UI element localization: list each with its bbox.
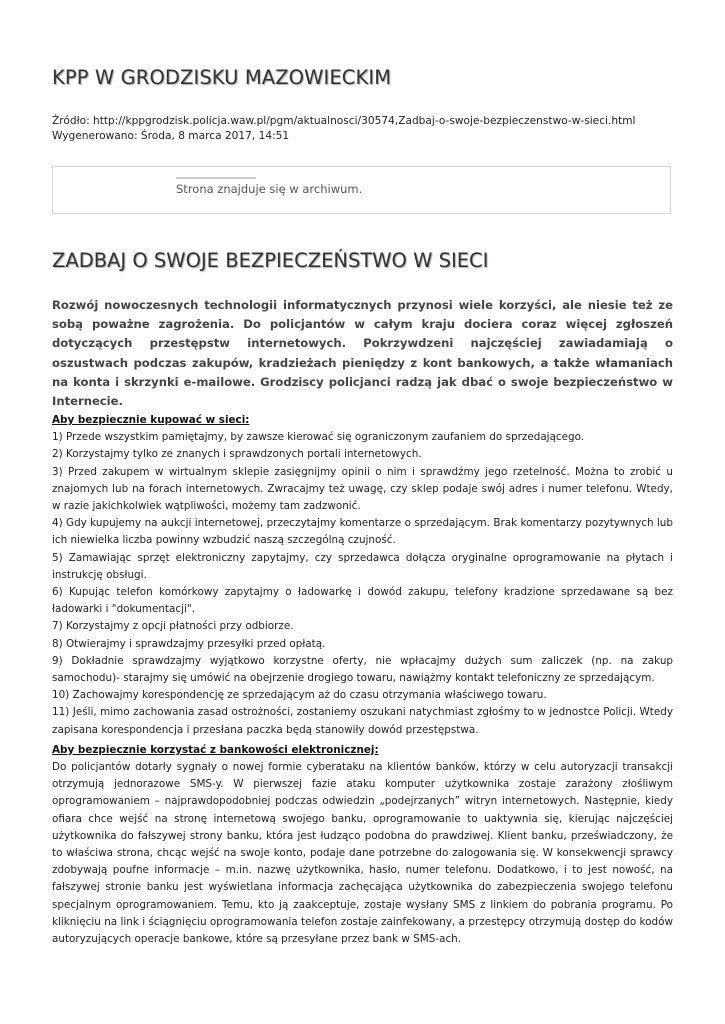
document-meta (52, 114, 692, 144)
list-item: 8) Otwierajmy i sprawdzajmy przesyłki przed opłatą. (52, 637, 326, 650)
list-item: 7) Korzystajmy z opcji płatności przy odbiorze. (52, 620, 294, 633)
list-item: 6) Kupując telefon komórkowy zapytajmy o ładowarkę i dowód zakupu, telefony kradzione sprzedawane są bez ładowarki i "dokumentacji". (52, 586, 673, 616)
article-lead: Rozwój nowoczesnych technologii informatycznych przynosi wiele korzyści, ale niesie też ze sobą poważne zagrożenia. Do policjantów w całym kraju dociera coraz więcej zgłoszeń dotyczących przestępstw internetowych. Pokrzywdzeni najczęściej zawiadamiają o oszustwach podczas zakupów, kradzieżach pieniędzy z kont bankowych, a także włamaniach na konta i skrzynki e-mailowe. Grodziscy policjanci radzą jak dbać o swoje bezpieczeństwo w Internecie. (52, 298, 673, 409)
section-heading-shopping: Aby bezpiecznie kupować w sieci: (52, 414, 250, 426)
article-content (52, 412, 673, 948)
list-item: 3) Przed zakupem w wirtualnym sklepie zasięgnijmy opinii o nim i sprawdźmy jego rzetelność. Można to zrobić u znajomych lub na forach internetowych. Zwracajmy też uwagę, czy sklep podaje swój adres i numer telefonu. Wtedy, w razie jakichkolwiek wątpliwości, możemy tam zadzwonić. (52, 465, 673, 513)
archive-notice-box (52, 166, 671, 214)
list-item: 9) Dokładnie sprawdzajmy wyjątkowo korzystne oferty, nie wpłacajmy dużych sum zaliczek (np. na zakup samochodu)- starajmy się umówić na obejrzenie drogiego towaru, nawiążmy kontakt telefoniczny ze sprzedającym. (52, 654, 673, 685)
section-heading-banking: Aby bezpiecznie korzystać z bankowości elektronicznej: (52, 743, 379, 756)
list-item: 11) Jeśli, mimo zachowania zasad ostrożności, zostaniemy oszukani natychmiast zgłośmy to w jednostce Policji. Wtedy zapisana korespondencja i przesłana paczka będą stanowiły dowód przestępstwa. (52, 706, 673, 736)
source-line: Źródło: http://kppgrodzisk.policja.waw.pl/pgm/aktualnosci/30574,Zadbaj-o-swoje-bezpieczenstwo-w-sieci.html (52, 115, 636, 127)
list-item: 1) Przede wszystkim pamiętajmy, by zawsze kierować się ograniczonym zaufaniem do sprzedającego. (52, 431, 585, 444)
article-title: ZADBAJ O SWOJE BEZPIECZEŃSTWO W SIECI (52, 249, 489, 272)
generated-line: Wygenerowano: Środa, 8 marca 2017, 14:51 (52, 130, 290, 142)
banking-paragraph: Do policjantów dotarły sygnały o nowej formie cyberataku na klientów banków, którzy w celu autoryzacji transakcji otrzymują jednorazowe SMS-y. W pierwszej fazie ataku komputer użytkownika zostaje zarażony złośliwym oprogramowaniem – najprawdopodobniej podczas odwiedzin „podejrzanych” witryn internetowych. Następnie, kiedy ofiara chce wejść na stronę internetową swojego banku, oprogramowanie to uaktywnia się, kierując najczęściej użytkownika do fałszywej strony banku, która jest łudząco podobna do prawdziwej. Klient banku, przeświadczony, że to właściwa strona, chcąc wejść na swoje konto, podaje dane potrzebne do zalogowania się. W konsekwencji sprawcy zdobywają poufne informacje – m.in. nazwę użytkownika, hasło, numer telefonu. Dodatkowo, i to jest nowość, na fałszywej stronie banku jest wyświetlana informacja zachęcająca użytkownika do zabezpieczenia swojego telefonu specjalnym oprogramowaniem. Temu, kto ją zaakceptuje, zostaje wysłany SMS z linkiem do pobrania programu. Po kliknięciu na link i ściągnięciu oprogramowania telefon zostaje zainfekowany, a przestępcy otrzymują dostęp do kodów autoryzujących operacje bankowe, które są przesyłane przez bank w SMS-ach. (52, 761, 673, 946)
archive-notice-text: Strona znajduje się w archiwum. (176, 182, 363, 196)
list-item: 2) Korzystajmy tylko ze znanych i sprawdzonych portali internetowych. (52, 448, 422, 461)
list-item: 4) Gdy kupujemy na aukcji internetowej, przeczytajmy komentarze o sprzedającym. Brak komentarzy pozytywnych lub ich niewielka liczba powinny wzbudzić naszą szczególną czujność. (52, 517, 673, 547)
site-title: KPP W GRODZISKU MAZOWIECKIM (52, 66, 392, 89)
archive-divider (176, 177, 256, 179)
list-item: 10) Zachowajmy korespondencję ze sprzedającym aż do czasu otrzymania właściwego towaru. (52, 689, 547, 702)
list-item: 5) Zamawiając sprzęt elektroniczny zapytajmy, czy sprzedawca dołącza oryginalne oprogramowanie na płytach i instrukcję obsługi. (52, 551, 673, 581)
